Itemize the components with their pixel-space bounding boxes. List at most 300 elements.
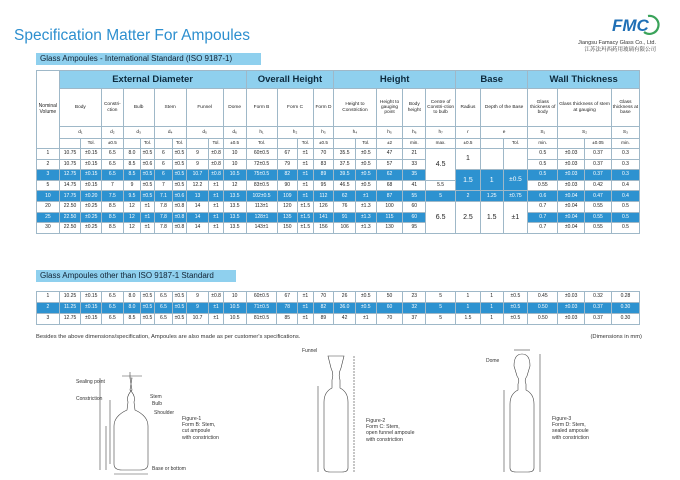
sym-r: r [456,127,481,139]
table-cell: 8.0 [123,292,141,303]
table-cell: ±0.5 [173,180,186,191]
table-cell: 78 [277,303,298,314]
non-iso-spec-table [36,291,640,325]
table-cell: 5 [37,180,60,191]
external-diameter-header: External Diameter [59,71,246,89]
table-cell: ±0.5 [173,314,186,325]
funnel-header: Funnel [186,89,223,127]
table-cell: ±1 [298,314,313,325]
table-row [37,314,640,325]
table-cell: ±0.5 [503,170,528,191]
table-cell: ±0.25 [81,212,102,223]
table-cell: 2 [37,303,60,314]
table-cell: 6.5 [102,303,124,314]
table-cell: 0.47 [585,191,612,202]
table-cell: 6.5 [154,303,173,314]
table-cell: 0.5 [611,223,639,234]
table-cell: 3 [37,170,60,181]
table-cell: 6.5 [102,292,124,303]
table-cell: 0.37 [585,149,612,160]
table-cell: 10 [223,149,246,160]
table-cell: 100 [376,201,403,212]
table-cell: 109 [277,191,298,202]
table-cell: ±1.5 [298,201,313,212]
table-cell: 75±0.5 [246,170,277,181]
table-row [37,292,640,303]
table-cell: 1 [480,314,503,325]
table-cell: 70 [313,292,334,303]
table-cell: ±1 [141,212,154,223]
table-cell: 0.30 [611,314,639,325]
table-cell: 8.5 [123,170,141,181]
table-cell: 1 [456,303,481,314]
table-cell: 7.1 [154,191,173,202]
table-cell: ±0.75 [503,191,528,202]
tol-r: ±0.5 [456,139,481,149]
table-cell: 0.5 [528,149,558,160]
table-cell: 10.7 [186,170,209,181]
tol-s3: min. [611,139,639,149]
tol-blank [154,139,173,149]
table-cell: 0.3 [611,149,639,160]
sym-s2: S₂ [558,127,612,139]
table-cell: ±0.15 [81,292,102,303]
table-cell: 6.5 [154,314,173,325]
tol-blank [123,139,141,149]
table-cell: 12 [123,212,141,223]
table-cell: ±1 [209,191,223,202]
table-cell: 0.45 [528,292,558,303]
table-cell: 135 [277,212,298,223]
table-cell: 0.5 [528,170,558,181]
constriction-header: Constri-ction [102,89,124,127]
sym-s3: S₃ [611,127,639,139]
table-cell: 22.50 [59,212,81,223]
table-cell: 23 [403,292,426,303]
table-cell: 12 [223,180,246,191]
table-cell: 36.0 [334,303,356,314]
table-cell: ±0.5 [173,170,186,181]
tol-blank [558,139,585,149]
table-cell: 76 [334,201,356,212]
table-cell: ±1.3 [355,201,376,212]
table-cell: ±0.5 [355,170,376,181]
stem-header: Stem [154,89,186,127]
figure-3 [482,346,622,478]
table-cell: 60 [403,201,426,212]
table-cell: 39.5 [334,170,356,181]
table-row [37,212,640,223]
table-cell: 1.5 [456,170,481,191]
table-cell: ±1.5 [298,223,313,234]
table-cell: 50 [376,292,403,303]
table-cell: 91 [334,212,356,223]
table-cell: ±1.3 [355,212,376,223]
figure-1-label-constriction: Constriction [76,396,103,402]
table-cell: 60±0.5 [246,149,277,160]
table-cell: ±0.04 [558,201,585,212]
table-cell: 1.5 [480,201,503,233]
table-cell: 5.5 [426,180,456,191]
section1-title: Glass Ampoules - International Standard (ISO 9187-1) [36,53,261,65]
table-cell [503,149,528,170]
tol-constriction: ±0.5 [102,139,124,149]
table-cell: ±1 [209,180,223,191]
figure-3-caption: Figure-3 Form D: Stem, sealed ampoule with constriction [552,416,589,441]
table-cell: 95 [403,223,426,234]
table-cell: 6.5 [102,170,124,181]
table-cell: ±1 [141,201,154,212]
nominal-volume-header: Nominal Volume [37,71,60,149]
table-cell: ±0.5 [141,191,154,202]
table-cell: ±0.25 [81,201,102,212]
table-cell: 35.5 [334,149,356,160]
table-cell: 68 [376,180,403,191]
table-cell: ±1 [209,201,223,212]
section2-title: Glass Ampoules other than ISO 9187-1 Standard [36,270,236,282]
table-cell: 5 [426,303,456,314]
table-cell: 7.8 [154,201,173,212]
table-cell: 143±1 [246,223,277,234]
table-cell: 5 [426,314,456,325]
table-cell: 26 [334,292,356,303]
iso-spec-table-body [37,149,640,234]
wall-thickness-header: Wall Thickness [528,71,640,89]
tol-form-b: Tol. [246,139,277,149]
figure-1-label-bulb: Bulb [152,401,163,407]
table-cell: 10.5 [223,170,246,181]
table-cell: 90 [277,180,298,191]
body-header: Body [59,89,101,127]
table-cell: ±0.5 [141,170,154,181]
sym-d5: d₅ [186,127,223,139]
table-cell: 7.8 [154,212,173,223]
table-cell: ±0.03 [558,159,585,170]
table-cell: 95 [313,180,334,191]
height-gauging-header: Height to gauging point [376,89,403,127]
table-cell: 60 [376,303,403,314]
table-cell: 10 [37,191,60,202]
table-cell: 6 [154,159,173,170]
table-cell: 7.5 [102,191,124,202]
sym-h4: h₄ [334,127,376,139]
table-cell: 0.4 [611,191,639,202]
tol-e: Tol. [503,139,528,149]
form-b-header: Form B [246,89,277,127]
table-cell: 42 [334,314,356,325]
tol-blank [334,139,356,149]
base-header: Base [456,71,528,89]
table-cell: ±1 [298,292,313,303]
table-cell: 3 [37,314,60,325]
table-cell: ±1.3 [355,223,376,234]
table-cell: 82 [313,303,334,314]
table-cell: 41 [403,180,426,191]
table-cell: 62 [376,170,403,181]
table-cell: 1 [480,170,503,191]
table-cell: ±0.5 [355,149,376,160]
table-cell: 8.5 [102,201,124,212]
table-cell: ±1 [209,303,223,314]
table-cell: 17.75 [59,191,81,202]
body-height-header: Body height [403,89,426,127]
page-title: Specification Matter For Ampoules [14,27,251,44]
table-cell: 6.5 [102,159,124,170]
table-cell: 0.5 [528,159,558,170]
tol-form-d: ±0.5 [313,139,334,149]
table-cell: 70 [376,314,403,325]
table-cell: ±0.5 [355,180,376,191]
table-cell: 20 [37,201,60,212]
table-cell: 8.5 [102,223,124,234]
table-cell: 83±0.5 [246,180,277,191]
table-cell: 9 [123,180,141,191]
table-cell: 82 [277,170,298,181]
table-cell: 37.5 [334,159,356,170]
table-cell: 7.8 [154,223,173,234]
table-cell: 7 [154,180,173,191]
table-cell: 0.30 [611,303,639,314]
table-cell: ±0.15 [81,303,102,314]
table-row [37,201,640,212]
sym-h7: h₇ [426,127,456,139]
tol-body: Tol. [81,139,102,149]
table-cell: 62 [334,191,356,202]
table-cell: ±0.8 [209,292,223,303]
table-cell: 1.25 [480,191,503,202]
table-cell: 8.0 [123,303,141,314]
table-cell: 141 [313,212,334,223]
table-cell: 30 [37,223,60,234]
table-cell: ±0.5 [355,159,376,170]
table-cell: ±0.5 [141,180,154,191]
table-cell: ±1 [141,223,154,234]
table-cell: 1 [480,292,503,303]
table-cell: ±0.5 [355,292,376,303]
tol-s2: ±0.05 [585,139,612,149]
table-cell: 8.0 [123,149,141,160]
table-cell: 60 [403,212,426,223]
table-cell: 83 [313,159,334,170]
table-cell: 6 [154,149,173,160]
table-cell: 10.75 [59,159,81,170]
table-cell: 46.5 [334,180,356,191]
table-cell: 13.5 [223,212,246,223]
table-cell: 9 [186,303,209,314]
tol-stem: Tol. [173,139,186,149]
dome-header: Dome [223,89,246,127]
table-cell: 0.3 [611,170,639,181]
table-cell: ±0.8 [173,201,186,212]
table-cell: ±1 [298,180,313,191]
table-cell: 5 [426,292,456,303]
table-cell: 0.7 [528,201,558,212]
table-cell: 7 [102,180,124,191]
table-cell: ±0.6 [173,191,186,202]
table-cell: 72±0.5 [246,159,277,170]
table-cell: ±0.15 [81,180,102,191]
table-cell: 113±1 [246,201,277,212]
table-cell: 106 [334,223,356,234]
table-cell: 22.50 [59,223,81,234]
table-cell: ±1 [209,223,223,234]
table-cell: ±0.6 [141,159,154,170]
tol-funnel: Tol. [209,139,223,149]
table-cell: 70 [313,149,334,160]
table-cell: 12.75 [59,314,81,325]
table-row [37,180,640,191]
table-cell: 71±0.5 [246,303,277,314]
table-cell: 6.5 [102,149,124,160]
tol-dome: ±0.5 [223,139,246,149]
tol-bulb: Tol. [141,139,154,149]
tol-h6: min. [403,139,426,149]
table-cell: 2.5 [456,201,481,233]
table-cell: ±0.5 [355,303,376,314]
table-cell: ±0.04 [558,191,585,202]
tol-blank [186,139,209,149]
tol-h7: max. [426,139,456,149]
table-cell: ±0.5 [503,292,528,303]
table-cell: 8.5 [123,159,141,170]
table-cell: ±0.03 [558,170,585,181]
table-cell: 6.5 [154,292,173,303]
table-cell: 0.37 [585,159,612,170]
table-cell: ±0.5 [173,159,186,170]
table-cell: ±1 [298,303,313,314]
figure-2-drawing [296,346,416,478]
glass-thickness-body-header: Glass thickness of body [528,89,558,127]
table-cell: ±1 [298,159,313,170]
table-cell: ±0.8 [209,159,223,170]
table-cell: 0.37 [585,303,612,314]
table-cell: 0.42 [585,180,612,191]
tol-form-c: Tol. [298,139,313,149]
table-cell: 12.75 [59,170,81,181]
table-cell: 6 [154,170,173,181]
table-cell: ±0.03 [558,180,585,191]
table-cell: ±0.25 [81,223,102,234]
table-cell: ±0.5 [141,292,154,303]
table-cell: 32 [403,303,426,314]
table-cell: ±0.8 [173,212,186,223]
table-cell: 57 [376,159,403,170]
customer-spec-note: Besides the above dimensions/specification, Ampoules are also made as per customer's specifications. [36,334,301,340]
table-cell: 115 [376,212,403,223]
table-cell: 14 [186,201,209,212]
table-cell: ±0.5 [173,303,186,314]
figure-1-label-sealing: Sealing point [76,379,105,385]
overall-height-header: Overall Height [246,71,334,89]
company-name-cn: 江苏法玛西药用玻璃有限公司 [584,47,656,53]
table-cell: 13.5 [223,201,246,212]
table-cell: 10.75 [59,149,81,160]
table-cell: ±0.8 [209,149,223,160]
table-cell: 10.7 [186,314,209,325]
table-cell: 0.4 [611,180,639,191]
sym-d3: d₃ [123,127,154,139]
table-row [37,303,640,314]
table-cell: 9.5 [123,191,141,202]
table-cell: ±0.5 [141,149,154,160]
table-cell: ±0.5 [503,314,528,325]
table-cell: 4.5 [426,149,456,181]
figure-1-label-stem: Stem [150,394,162,400]
table-cell: ±0.15 [81,149,102,160]
table-cell: 128±1 [246,212,277,223]
height-header: Height [334,71,456,89]
table-cell: 67 [277,149,298,160]
table-cell: 79 [277,159,298,170]
table-cell: 12 [123,223,141,234]
glass-thickness-stem-header: Glass thickness of stem at gauging [558,89,612,127]
table-cell: 47 [376,149,403,160]
table-cell: 126 [313,201,334,212]
table-cell: 0.55 [585,223,612,234]
table-cell: ±0.5 [173,292,186,303]
table-cell: 85 [277,314,298,325]
table-cell: 1 [456,149,481,170]
table-cell: 0.3 [611,159,639,170]
table-cell: 13.5 [223,191,246,202]
table-cell: 1 [37,149,60,160]
figure-2 [296,346,416,478]
figure-1 [70,360,220,478]
table-cell: ±1 [503,201,528,233]
table-cell: 37 [403,314,426,325]
tol-blank [59,139,81,149]
non-iso-spec-table-body [37,292,640,325]
figure-2-caption: Figure-2 Form C: Stem, open funnel ampoule with constriction [366,418,415,443]
table-cell: 89 [313,170,334,181]
table-cell: 10 [223,159,246,170]
table-cell: 130 [376,223,403,234]
table-cell: 21 [403,149,426,160]
table-cell: ±0.15 [81,314,102,325]
table-cell: 1 [480,303,503,314]
table-cell: 22.50 [59,201,81,212]
table-cell: 0.55 [585,212,612,223]
height-constriction-header: Height to Constriction [334,89,376,127]
table-cell: 14.75 [59,180,81,191]
table-row [37,149,640,160]
tol-h4: Tol. [355,139,376,149]
table-cell: 10.5 [223,303,246,314]
bulb-header: Bulb [123,89,154,127]
form-c-header: Form C [277,89,313,127]
table-row [37,191,640,202]
table-cell: 33 [403,159,426,170]
table-cell: 60±0.5 [246,292,277,303]
dimensions-note: (Dimensions in mm) [590,334,642,340]
table-cell: 0.5 [611,201,639,212]
table-cell: 0.50 [528,314,558,325]
table-cell: ±0.5 [503,303,528,314]
table-cell: ±0.5 [173,149,186,160]
logo-letters: FMC [612,16,649,35]
table-cell: 0.55 [528,180,558,191]
table-cell: 25 [37,212,60,223]
table-cell: 6.5 [102,314,124,325]
table-cell: 156 [313,223,334,234]
figure-1-label-base: Base or bottom [152,466,186,472]
table-cell: 14 [186,212,209,223]
table-cell [480,149,503,170]
sym-h5: h₅ [376,127,403,139]
sym-h2: h₂ [277,127,313,139]
table-cell: 6.5 [426,201,456,233]
table-cell: 55 [403,191,426,202]
